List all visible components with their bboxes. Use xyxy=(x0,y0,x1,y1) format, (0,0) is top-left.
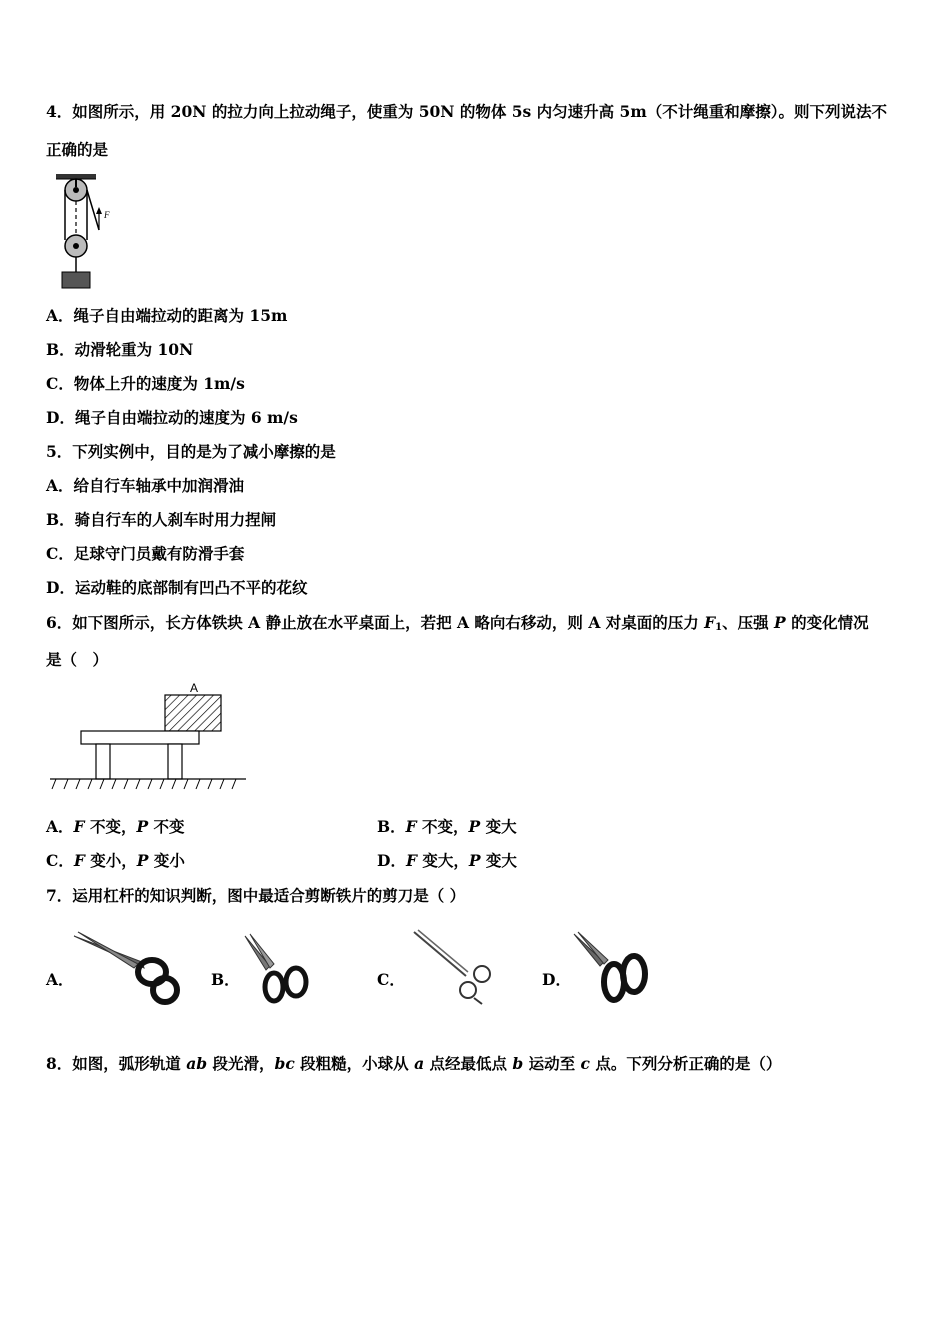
scissors-c-icon xyxy=(410,928,495,1008)
q5-option-d: D．运动鞋的底部制有凹凸不平的花纹 xyxy=(46,578,308,597)
scissors-d-icon xyxy=(572,930,654,1006)
q5-option-a: A．给自行车轴承中加润滑油 xyxy=(46,476,245,495)
q4-option-d: D．绳子自由端拉动的速度为 6 m/s xyxy=(46,408,298,427)
q6-option-b: B．F 不变，P 变大 xyxy=(377,817,517,836)
q5-option-c: C．足球守门员戴有防滑手套 xyxy=(46,544,245,563)
force-label: F xyxy=(104,210,110,220)
q5-option-b: B．骑自行车的人刹车时用力捏闸 xyxy=(46,510,277,529)
q4-option-a: A．绳子自由端拉动的距离为 15m xyxy=(46,306,288,325)
scissors-b-icon xyxy=(240,932,315,1008)
q4-stem-line1: 4．如图所示，用 20N 的拉力向上拉动绳子，使重为 50N 的物体 5s 内匀速升高 5m（不计绳重和摩擦）。则下列说法不 xyxy=(46,102,887,121)
q5-stem: 5．下列实例中，目的是为了减小摩擦的是 xyxy=(46,442,336,461)
q4-stem-line2: 正确的是 xyxy=(46,140,109,159)
q6-stem-line1: 6．如下图所示，长方体铁块 A 静止放在水平桌面上，若把 A 略向右移动，则 A 对桌面的压力 $F_1$、压强 P 的变化情况 xyxy=(46,613,869,633)
q6-option-c: C．F 变小，P 变小 xyxy=(46,851,185,870)
q8-stem: 8．如图，弧形轨道 ab 段光滑，bc 段粗糙，小球从 a 点经最低点 b 运动至 c 点。下列分析正确的是（） xyxy=(46,1054,782,1073)
q4-option-b: B．动滑轮重为 10N xyxy=(46,340,194,359)
q6-option-a: A．F 不变，P 不变 xyxy=(46,817,185,836)
q7-option-a: A． xyxy=(46,970,74,989)
scissors-a-icon xyxy=(72,930,184,1006)
q7-option-d: D． xyxy=(542,970,571,989)
block-label: A xyxy=(190,681,199,695)
q6-option-d: D．F 变大，P 变大 xyxy=(377,851,517,870)
q7-option-c: C． xyxy=(377,970,405,989)
q6-stem-line2: 是（ ） xyxy=(46,650,109,669)
table-block-figure xyxy=(50,680,250,795)
q7-stem: 7．运用杠杆的知识判断，图中最适合剪断铁片的剪刀是（ ） xyxy=(46,886,466,905)
q7-option-b: B． xyxy=(211,970,240,989)
pulley-figure xyxy=(52,172,127,292)
q4-option-c: C．物体上升的速度为 1m/s xyxy=(46,374,245,393)
